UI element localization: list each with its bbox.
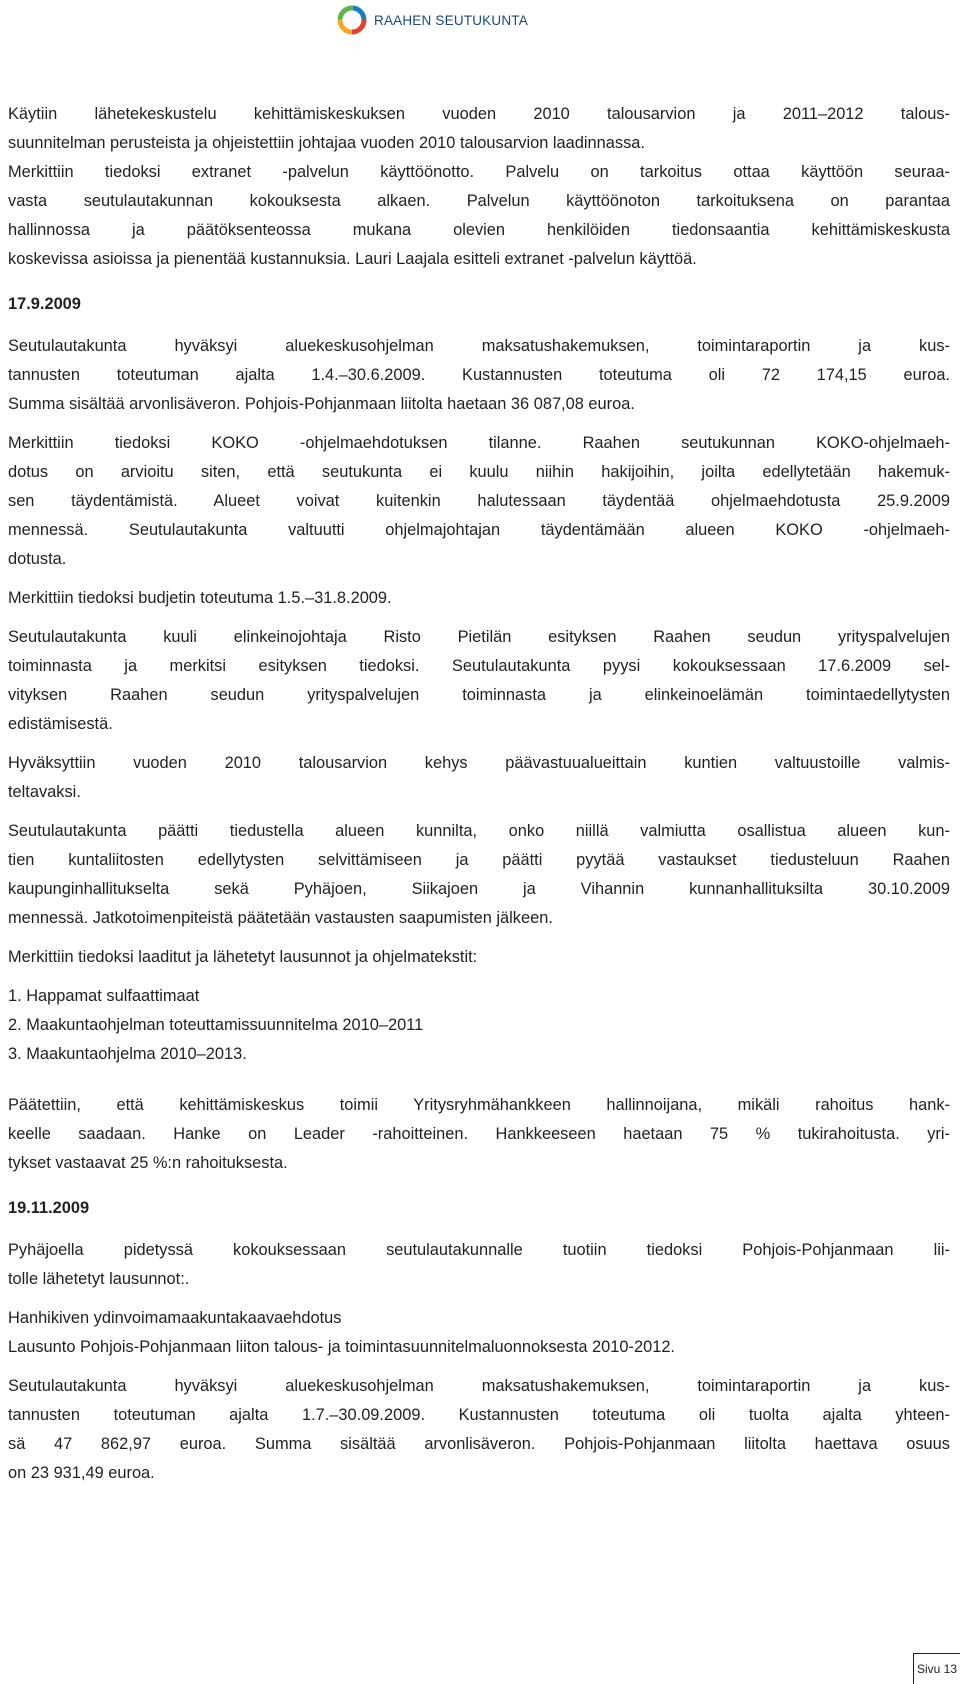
text-line: vasta seutulautakunnan kokouksesta alkaen. Palvelun käyttöönoton tarkoituksena on parantaa [8, 192, 950, 210]
text-line: tolle lähetetyt lausunnot:. [8, 1270, 190, 1288]
text-line: Lausunto Pohjois-Pohjanmaan liiton talous- ja toimintasuunnitelmaluonnoksesta 2010-2012. [8, 1338, 675, 1356]
text-line: Seutulautakunta hyväksyi aluekeskusohjelman maksatushakemuksen, toimintaraportin ja kus- [8, 1377, 950, 1395]
text-line: dotus on arvioitu siten, että seutukunta ei kuulu niihin hakijoihin, joilta edellytetään hakemuk- [8, 463, 950, 481]
text-line: dotusta. [8, 550, 67, 568]
text-line: Hyväksyttiin vuoden 2010 talousarvion kehys päävastuualueittain kuntien valtuustoille valmis- [8, 754, 950, 772]
text-line: Seutulautakunta hyväksyi aluekeskusohjelman maksatushakemuksen, toimintaraportin ja kus- [8, 337, 950, 355]
text-line: Merkittiin tiedoksi extranet -palvelun käyttöönotto. Palvelu on tarkoitus ottaa käyttöön seuraa- [8, 163, 950, 181]
paragraph [8, 332, 950, 419]
paragraph [8, 1304, 950, 1362]
text-line: Merkittiin tiedoksi budjetin toteutuma 1.5.–31.8.2009. [8, 589, 392, 607]
text-line: edistämisestä. [8, 715, 113, 733]
text-line: keelle saadaan. Hanke on Leader -rahoitteinen. Hankkeeseen haetaan 75 % tukirahoitusta. yri- [8, 1125, 950, 1143]
paragraph [8, 943, 950, 972]
text-line: sen täydentämistä. Alueet voivat kuitenkin halutessaan täydentää ohjelmaehdotusta 25.9.2009 [8, 492, 950, 510]
text-line: koskevissa asioissa ja pienentää kustannuksia. Lauri Laajala esitteli extranet -palvelun käyttöä. [8, 250, 697, 268]
text-line: mennessä. Jatkotoimenpiteistä päätetään vastausten saapumisten jälkeen. [8, 909, 553, 927]
text-line: on 23 931,49 euroa. [8, 1464, 155, 1482]
list-item: 1. Happamat sulfaattimaat [8, 987, 200, 1005]
text-line: sä 47 862,97 euroa. Summa sisältää arvonlisäveron. Pohjois-Pohjanmaan liitolta haettava osuus [8, 1435, 950, 1453]
paragraph [8, 817, 950, 933]
text-line: Hanhikiven ydinvoimamaakuntakaavaehdotus [8, 1309, 342, 1327]
text-line: vityksen Raahen seudun yrityspalvelujen toiminnasta ja elinkeinoelämän toimintaedellytysten [8, 686, 950, 704]
text-line: suunnitelman perusteista ja ohjeistettiin johtajaa vuoden 2010 talousarvion laadinnassa. [8, 134, 645, 152]
text-line: kaupunginhallitukselta sekä Pyhäjoen, Siikajoen ja Vihannin kunnanhallituksilta 30.10.2009 [8, 880, 950, 898]
paragraph [8, 429, 950, 574]
text-line: tannusten toteutuman ajalta 1.4.–30.6.2009. Kustannusten toteutuma oli 72 174,15 euroa. [8, 366, 950, 384]
text-line: tykset vastaavat 25 %:n rahoituksesta. [8, 1154, 288, 1172]
paragraph [8, 749, 950, 807]
text-line: hallinnossa ja päätöksenteossa mukana olevien henkilöiden tiedonsaantia kehittämiskeskusta [8, 221, 950, 239]
text-line: toiminnasta ja merkitsi esityksen tiedoksi. Seutulautakunta pyysi kokouksessaan 17.6.2009 sel- [8, 657, 950, 675]
page-header [0, 0, 960, 44]
paragraph [8, 584, 950, 613]
text-line: Käytiin lähetekeskustelu kehittämiskeskuksen vuoden 2010 talousarvion ja 2011–2012 talous- [8, 105, 950, 123]
paragraph [8, 1091, 950, 1178]
logo-text: RAAHEN SEUTUKUNTA [374, 12, 528, 28]
text-line: Päätettiin, että kehittämiskeskus toimii Yritysryhmähankkeen hallinnoijana, mikäli rahoitus hank- [8, 1096, 950, 1114]
paragraph [8, 100, 950, 274]
text-line: tannusten toteutuman ajalta 1.7.–30.09.2009. Kustannusten toteutuma oli tuolta ajalta yhteen- [8, 1406, 950, 1424]
text-line: Merkittiin tiedoksi laaditut ja lähetetyt lausunnot ja ohjelmatekstit: [8, 948, 478, 966]
text-line: Seutulautakunta kuuli elinkeinojohtaja Risto Pietilän esityksen Raahen seudun yrityspalvelujen [8, 628, 950, 646]
text-line: tien kuntaliitosten edellytysten selvittämiseen ja päätti pyytää vastaukset tiedusteluun Raahen [8, 851, 950, 869]
paragraph [8, 623, 950, 739]
organization-logo [336, 4, 528, 36]
document-body [8, 100, 950, 1488]
text-line: Summa sisältää arvonlisäveron. Pohjois-Pohjanmaan liitolta haetaan 36 087,08 euroa. [8, 395, 635, 413]
list-item: 3. Maakuntaohjelma 2010–2013. [8, 1045, 247, 1063]
paragraph [8, 1372, 950, 1488]
logo-ring-icon [336, 4, 368, 36]
date-heading: 17.9.2009 [8, 295, 81, 313]
numbered-list [8, 982, 950, 1069]
paragraph [8, 1236, 950, 1294]
text-line: teltavaksi. [8, 783, 81, 801]
date-heading: 19.11.2009 [8, 1199, 90, 1217]
text-line: Seutulautakunta päätti tiedustella alueen kunnilta, onko niillä valmiutta osallistua alueen kun- [8, 822, 950, 840]
text-line: mennessä. Seutulautakunta valtuutti ohjelmajohtajan täydentämään alueen KOKO -ohjelmaeh- [8, 521, 950, 539]
page-number: Sivu 13 [913, 1653, 960, 1684]
text-line: Pyhäjoella pidetyssä kokouksessaan seutulautakunnalle tuotiin tiedoksi Pohjois-Pohjanmaan lii- [8, 1241, 950, 1259]
list-item: 2. Maakuntaohjelman toteuttamissuunnitelma 2010–2011 [8, 1016, 424, 1034]
text-line: Merkittiin tiedoksi KOKO -ohjelmaehdotuksen tilanne. Raahen seutukunnan KOKO-ohjelmaeh- [8, 434, 950, 452]
